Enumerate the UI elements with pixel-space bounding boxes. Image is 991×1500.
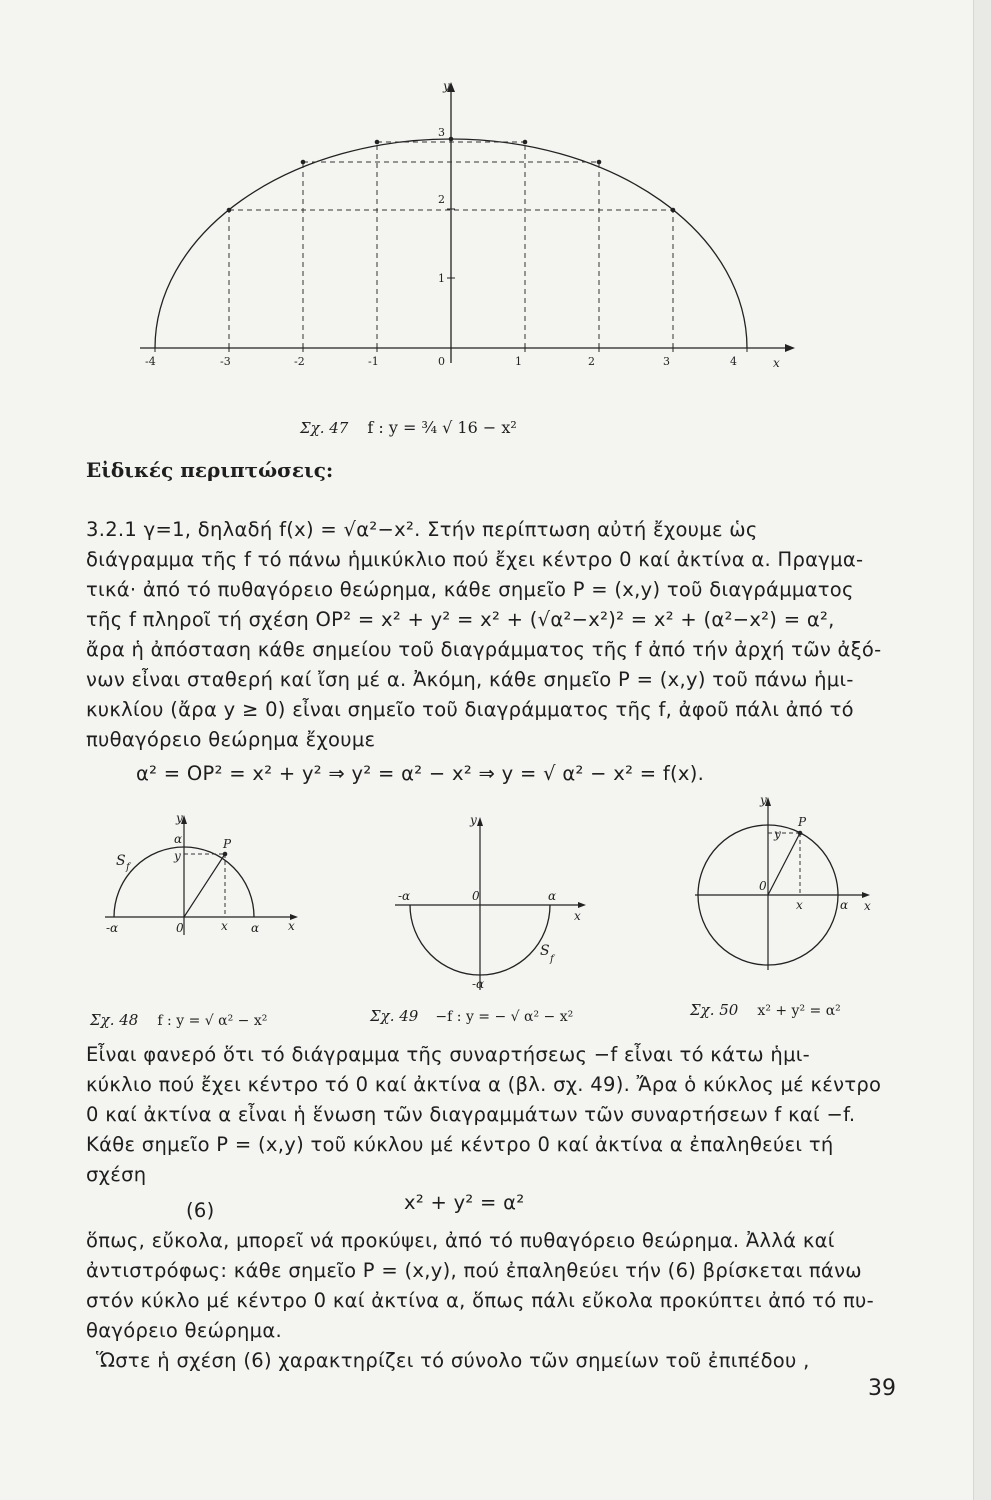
fig50-y: y — [760, 793, 767, 807]
fig47-xtick: 3 — [663, 355, 670, 368]
text-line: 3.2.1 γ=1, δηλαδή f(x) = √α²−x². Στήν περίπτωση αὐτή ἔχουμε ὡς — [86, 518, 758, 541]
body-paragraph-1 — [86, 515, 894, 789]
fig48-a: α — [251, 921, 260, 935]
fig49-zero: 0 — [472, 889, 480, 903]
fig49-a: α — [548, 889, 557, 903]
fig48-neg-a: -α — [106, 921, 119, 935]
fig48-caption-label: Σχ. 48 — [90, 1011, 139, 1029]
fig50-y-mark: y — [774, 827, 781, 841]
fig49-caption — [370, 1006, 573, 1025]
fig47-y-label: y — [443, 79, 450, 93]
text-line: 0 καί ἀκτίνα α εἶναι ἡ ἕνωση τῶν διαγραμμάτων τῶν συναρτήσεων f καί −f. — [86, 1103, 856, 1126]
text-line: θαγόρειο θεώρημα. — [86, 1319, 282, 1342]
equation-6 — [86, 1190, 894, 1226]
fig48-caption-formula: f : y = √ α² − x² — [157, 1013, 268, 1029]
fig47-ytick: 2 — [438, 193, 445, 206]
text-line: κυκλίου (ἄρα y ≥ 0) εἶναι σημεῖο τοῦ διαγράμματος τῆς f, ἀφοῦ πάλι ἀπό τό — [86, 698, 854, 721]
text-line: διάγραμμα τῆς f τό πάνω ἡμικύκλιο πού ἔχει κέντρο 0 καί ἀκτίνα α. Πραγμα- — [86, 548, 864, 571]
fig48-y: y — [176, 811, 183, 825]
fig48-zero: 0 — [176, 921, 184, 935]
fig47-xtick: -2 — [294, 355, 305, 368]
fig48-s-sub: f — [126, 862, 130, 873]
fig48-p: P — [223, 837, 232, 851]
page-number: 39 — [868, 1376, 896, 1401]
text-line: τῆς f πληροῖ τή σχέση OP² = x² + y² = x² + (√α²−x²)² = x² + (α²−x²) = α², — [86, 608, 835, 631]
fig50-caption-label: Σχ. 50 — [690, 1001, 739, 1019]
fig50-zero: 0 — [759, 879, 767, 893]
fig50-caption-formula: x² + y² = α² — [757, 1003, 841, 1019]
fig47-ytick: 3 — [438, 126, 445, 139]
fig47-caption-label: Σχ. 47 — [300, 419, 349, 437]
fig48-x-axis: x — [288, 919, 295, 933]
fig50-p: P — [798, 815, 807, 829]
fig49-neg-a: -α — [398, 889, 411, 903]
figure-47 — [120, 78, 800, 378]
text-line: Ὥστε ἡ σχέση (6) χαρακτηρίζει τό σύνολο τῶν σημείων τοῦ ἐπιπέδου , — [96, 1349, 810, 1372]
fig49-s-sub: f — [550, 954, 554, 965]
equation-body: x² + y² = α² — [404, 1191, 525, 1214]
fig47-xtick: 1 — [515, 355, 522, 368]
fig48-a-top: α — [174, 832, 183, 846]
fig47-xtick: 2 — [588, 355, 595, 368]
fig47-caption — [300, 418, 517, 437]
page-edge — [973, 0, 991, 1500]
equation-number: (6) — [186, 1199, 215, 1222]
text-line: ἄρα ἡ ἀπόσταση κάθε σημείου τοῦ διαγράμματος τῆς f ἀπό τήν ἀρχή τῶν ἀξό- — [86, 638, 882, 661]
equation-line: α² = OP² = x² + y² ⇒ y² = α² − x² ⇒ y = √ α² − x² = f(x). — [136, 762, 705, 785]
text-line: στόν κύκλο μέ κέντρο 0 καί ἀκτίνα α, ὅπως πάλι εὔκολα προκύπτει ἀπό τό πυ- — [86, 1289, 874, 1312]
fig47-xtick: 4 — [730, 355, 737, 368]
text-line: Κάθε σημεῖο P = (x,y) τοῦ κύκλου μέ κέντρο 0 καί ἀκτίνα α ἐπαληθεύει τή σχέση — [86, 1133, 834, 1186]
fig50-caption — [690, 1000, 841, 1019]
fig47-x-arrow — [785, 344, 795, 352]
fig47-x-label: x — [773, 356, 780, 370]
fig49-neg-a-bottom: -α — [472, 977, 485, 991]
section-heading: Εἰδικές περιπτώσεις: — [86, 458, 334, 482]
fig47-xtick: 0 — [438, 355, 445, 368]
fig47-xtick: -3 — [220, 355, 231, 368]
text-line: νων εἶναι σταθερή καί ἴση μέ α. Ἀκόμη, κάθε σημεῖο P = (x,y) τοῦ πάνω ἡμι- — [86, 668, 854, 691]
fig48-x-mark: x — [221, 919, 228, 933]
fig50-a: α — [840, 898, 849, 912]
body-paragraph-2 — [86, 1040, 894, 1376]
fig49-caption-label: Σχ. 49 — [370, 1007, 419, 1025]
figure-50 — [690, 790, 890, 980]
fig47-xtick: -4 — [145, 355, 156, 368]
fig48-s: S — [116, 853, 126, 869]
text-line: ὅπως, εὔκολα, μπορεῖ νά προκύψει, ἀπό τό πυθαγόρειο θεώρημα. Ἀλλά καί — [86, 1229, 835, 1252]
fig49-y: y — [470, 813, 477, 827]
fig50-x-mark: x — [796, 898, 803, 912]
text-line: Εἶναι φανερό ὅτι τό διάγραμμα τῆς συναρτήσεως −f εἶναι τό κάτω ἡμι- — [86, 1043, 811, 1066]
fig47-caption-formula: f : y = ³⁄₄ √ 16 − x² — [367, 418, 517, 437]
fig48-caption — [90, 1010, 267, 1029]
fig49-s: S — [540, 943, 550, 959]
fig49-x-axis: x — [574, 909, 581, 923]
fig50-x-axis: x — [864, 899, 871, 913]
figure-48 — [100, 810, 310, 960]
text-line: τικά· ἀπό τό πυθαγόρειο θεώρημα, κάθε σημεῖο P = (x,y) τοῦ διαγράμματος — [86, 578, 854, 601]
figure-49 — [390, 810, 600, 995]
fig49-caption-formula: −f : y = − √ α² − x² — [435, 1009, 574, 1025]
fig47-xtick: -1 — [368, 355, 379, 368]
text-line: κύκλιο πού ἔχει κέντρο τό 0 καί ἀκτίνα α (βλ. σχ. 49). Ἄρα ὁ κύκλος μέ κέντρο — [86, 1073, 882, 1096]
text-line: ἀντιστρόφως: κάθε σημεῖο P = (x,y), πού ἐπαληθεύει τήν (6) βρίσκεται πάνω — [86, 1259, 862, 1282]
text-line: πυθαγόρειο θεώρημα ἔχουμε — [86, 728, 376, 751]
fig47-ytick: 1 — [438, 272, 445, 285]
fig48-y-mark: y — [174, 849, 181, 863]
